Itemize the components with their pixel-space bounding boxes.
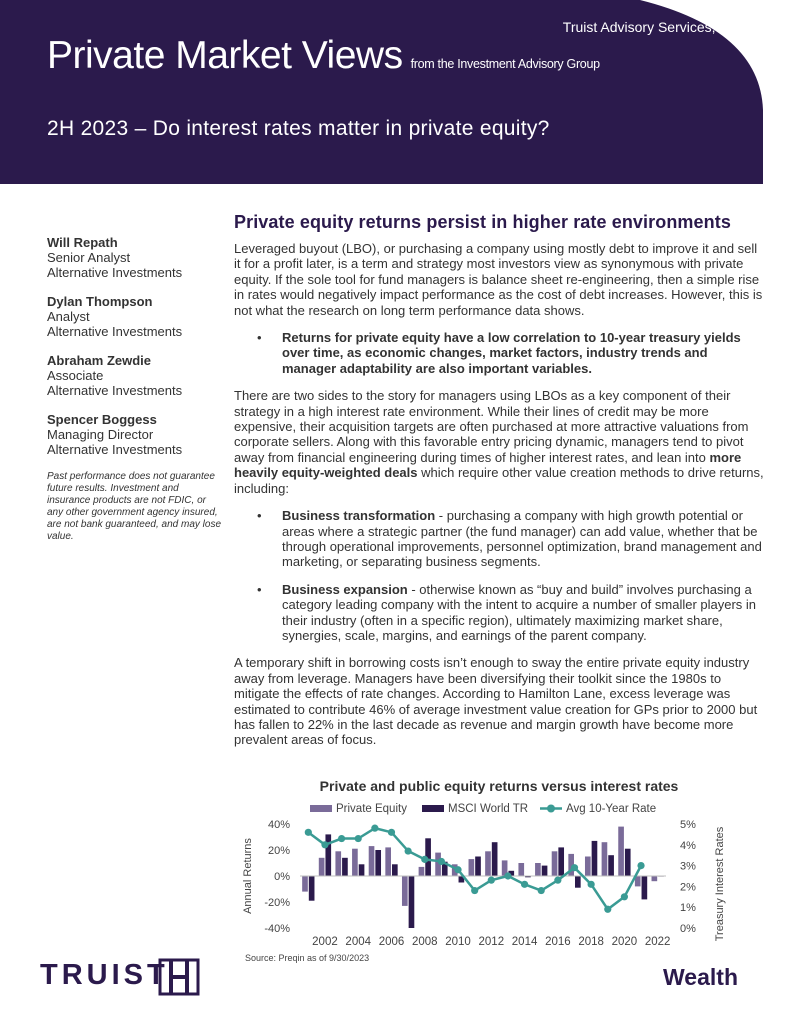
msci-world-bar	[325, 834, 331, 876]
rate-point	[305, 829, 312, 836]
y2-tick-label: 1%	[680, 902, 696, 915]
author-role: Analyst	[47, 309, 90, 324]
y2-axis-title: Treasury Interest Rates	[714, 826, 726, 942]
msci-world-bar	[558, 847, 564, 876]
page-title: Private Market Views	[47, 34, 403, 77]
x-tick-label: 2012	[478, 936, 505, 948]
msci-world-bar	[392, 864, 398, 876]
author-name: Spencer Boggess	[47, 412, 157, 427]
x-tick-label: 2018	[578, 936, 604, 948]
private-equity-bar	[335, 851, 341, 876]
truist-logo	[40, 956, 210, 996]
msci-world-bar	[342, 858, 348, 876]
rate-point	[521, 881, 528, 888]
legend-swatch	[310, 805, 332, 812]
y-axis-title: Annual Returns	[242, 838, 254, 914]
private-equity-bar	[602, 842, 608, 876]
logo-mark-icon	[158, 958, 202, 996]
x-tick-label: 2004	[345, 936, 372, 948]
rate-point	[388, 829, 395, 836]
rate-point	[471, 887, 478, 894]
bullet-title: Business expansion	[282, 581, 408, 597]
article-heading: Private equity returns persist in higher rate environments	[234, 212, 731, 232]
chart-plot	[234, 798, 764, 973]
msci-world-bar	[642, 876, 648, 899]
bullet-icon: •	[257, 581, 262, 597]
private-equity-bar	[535, 863, 541, 876]
msci-world-bar	[542, 866, 548, 876]
msci-world-bar	[359, 864, 365, 876]
msci-world-bar	[592, 841, 598, 876]
msci-world-bar	[492, 842, 498, 876]
logo-wordmark: TRUIST	[40, 959, 169, 991]
title-from: from the Investment Advisory Group	[410, 57, 600, 71]
rate-point	[588, 881, 595, 888]
private-equity-bar	[485, 851, 491, 876]
author-dept: Alternative Investments	[47, 383, 183, 398]
author-role: Associate	[47, 368, 104, 383]
y2-tick-label: 4%	[680, 839, 696, 852]
header-banner	[0, 0, 800, 184]
bullet-text: - otherwise known as “buy and build” involves purchasing a category leading company with the intent to acquire a number of smaller players in their industry (often in a specific region), ultimately maximizing market share, synergies, scale, margins, and earnings of the parent company.	[282, 581, 757, 643]
msci-world-bar	[375, 850, 381, 876]
y2-tick-label: 3%	[680, 860, 696, 873]
y-tick-label: 0%	[274, 871, 290, 883]
private-equity-bar	[419, 867, 425, 876]
rate-point	[321, 841, 328, 848]
private-equity-bar	[319, 858, 325, 876]
bullet-icon: •	[257, 508, 262, 524]
private-equity-bar	[302, 876, 308, 892]
rate-point	[454, 866, 461, 873]
author-dept: Alternative Investments	[47, 442, 183, 457]
author-dept: Alternative Investments	[47, 324, 183, 339]
bullet-text: - purchasing a company with high growth potential or areas where a strategic partner (the fund manager) can add value, whether that be through operational improvements, personnel optimization, brand management and marketing, or separating business segments.	[282, 508, 762, 570]
rate-point	[554, 877, 561, 884]
legend-label: Avg 10-Year Rate	[566, 803, 657, 815]
company-name: Truist Advisory Services, Inc.	[562, 19, 742, 35]
author-name: Dylan Thompson	[47, 294, 153, 309]
msci-world-bar	[475, 857, 481, 877]
y2-tick-label: 0%	[680, 923, 696, 935]
rate-point	[571, 864, 578, 871]
x-tick-label: 2010	[445, 936, 471, 948]
author-role: Managing Director	[47, 427, 154, 442]
author-block	[47, 235, 222, 280]
rate-point	[405, 847, 412, 854]
rate-point	[504, 872, 511, 879]
page-subtitle: 2H 2023 – Do interest rates matter in private equity?	[47, 117, 550, 140]
private-equity-bar	[652, 876, 658, 881]
private-equity-bar	[469, 859, 475, 876]
x-tick-label: 2014	[511, 936, 538, 948]
paragraph-emphasis: more heavily equity-weighted deals	[234, 449, 742, 481]
wealth-brand: Wealth	[663, 964, 738, 990]
paragraph-two-sides	[234, 388, 764, 496]
article-body	[234, 212, 764, 760]
y-tick-label: 40%	[267, 819, 290, 831]
author-block	[47, 412, 222, 457]
author-block	[47, 294, 222, 339]
msci-world-bar	[575, 876, 581, 888]
rate-point	[621, 893, 628, 900]
bullet-icon: •	[257, 330, 262, 346]
rate-point	[637, 862, 644, 869]
legend-marker	[547, 805, 555, 813]
bullet-title: Business transformation	[282, 508, 436, 524]
returns-chart	[234, 778, 764, 968]
rate-point	[604, 906, 611, 913]
private-equity-bar	[585, 857, 591, 877]
x-tick-label: 2022	[644, 936, 671, 948]
rate-point	[355, 835, 362, 842]
private-equity-bar	[385, 847, 391, 876]
private-equity-bar	[369, 846, 375, 876]
y-tick-label: 20%	[267, 845, 290, 857]
x-tick-label: 2006	[378, 936, 405, 948]
msci-world-bar	[309, 876, 315, 901]
author-name: Will Repath	[47, 235, 118, 250]
y-tick-label: -20%	[264, 897, 290, 909]
bullet-item	[234, 330, 764, 376]
rate-point	[338, 835, 345, 842]
chart-source: Source: Preqin as of 9/30/2023	[245, 953, 370, 963]
paragraph-text: There are two sides to the story for managers using LBOs as a key component of their strategy in a high interest rate environment. While their lines of credit may be more expensive, their acquisition targets are often purchased at more attractive valuations from corporate sellers. Along with this favorable entry pricing dynamic, managers tend to pivot away from financial engineering during times of higher interest rates, and lean into	[234, 388, 749, 465]
paragraph-intro: Leveraged buyout (LBO), or purchasing a company using mostly debt to improve it and sell it for a profit later, is a term and strategy most investors view as synonymous with private equity. If the sole tool for fund managers is balance sheet re-engineering, then a simple rise in rates would negatively impact performance as the cost of debt increases. However, this is not what the research on long term performance data shows.	[234, 241, 763, 318]
rate-point	[488, 877, 495, 884]
author-dept: Alternative Investments	[47, 265, 183, 280]
bullet-item	[234, 508, 764, 570]
author-role: Senior Analyst	[47, 250, 131, 265]
paragraph-leverage: A temporary shift in borrowing costs isn’t enough to sway the entire private equity industry away from leverage. Managers have been diversifying their toolkit since the 1980s to mitigate the effects of rate changes. According to Hamilton Lane, excess leverage was estimated to contribute 46% of average investment value creation for GPs prior to 2000 but has fallen to 22% in the last decade as revenue and margin growth have become more prevalent areas of focus.	[234, 655, 758, 748]
title-row	[47, 34, 600, 78]
rate-point	[538, 887, 545, 894]
legend-swatch	[422, 805, 444, 812]
bullet-item	[234, 582, 764, 644]
msci-world-bar	[625, 849, 631, 876]
msci-world-bar	[608, 855, 614, 876]
private-equity-bar	[402, 876, 408, 906]
chart-title: Private and public equity returns versus interest rates	[319, 778, 679, 794]
y-tick-label: -40%	[264, 923, 290, 935]
paragraph-text: which require other value creation methods to drive returns, including:	[234, 465, 764, 496]
rate-point	[421, 856, 428, 863]
x-tick-label: 2002	[312, 936, 338, 948]
author-block	[47, 353, 222, 398]
y2-tick-label: 5%	[680, 819, 696, 831]
rate-point	[371, 825, 378, 832]
author-sidebar	[47, 235, 222, 543]
legend-label: Private Equity	[336, 803, 407, 815]
x-tick-label: 2016	[545, 936, 571, 948]
private-equity-bar	[552, 851, 558, 876]
author-name: Abraham Zewdie	[47, 353, 152, 368]
private-equity-bar	[618, 827, 624, 876]
private-equity-bar	[352, 849, 358, 876]
msci-world-bar	[409, 876, 415, 928]
y2-tick-label: 2%	[680, 881, 696, 894]
private-equity-bar	[518, 863, 524, 876]
bullet-text: Returns for private equity have a low correlation to 10-year treasury yields over time, as economic changes, market factors, industry trends and manager adaptability are also important variables.	[282, 330, 741, 376]
x-tick-label: 2020	[611, 936, 638, 948]
rate-point	[438, 858, 445, 865]
disclaimer: Past performance does not guarantee future results. Investment and insurance products are not FDIC, or any other government agency insured, are not bank guaranteed, and may lose value.	[47, 471, 222, 542]
x-tick-label: 2008	[411, 936, 438, 948]
legend-label: MSCI World TR	[448, 803, 529, 815]
